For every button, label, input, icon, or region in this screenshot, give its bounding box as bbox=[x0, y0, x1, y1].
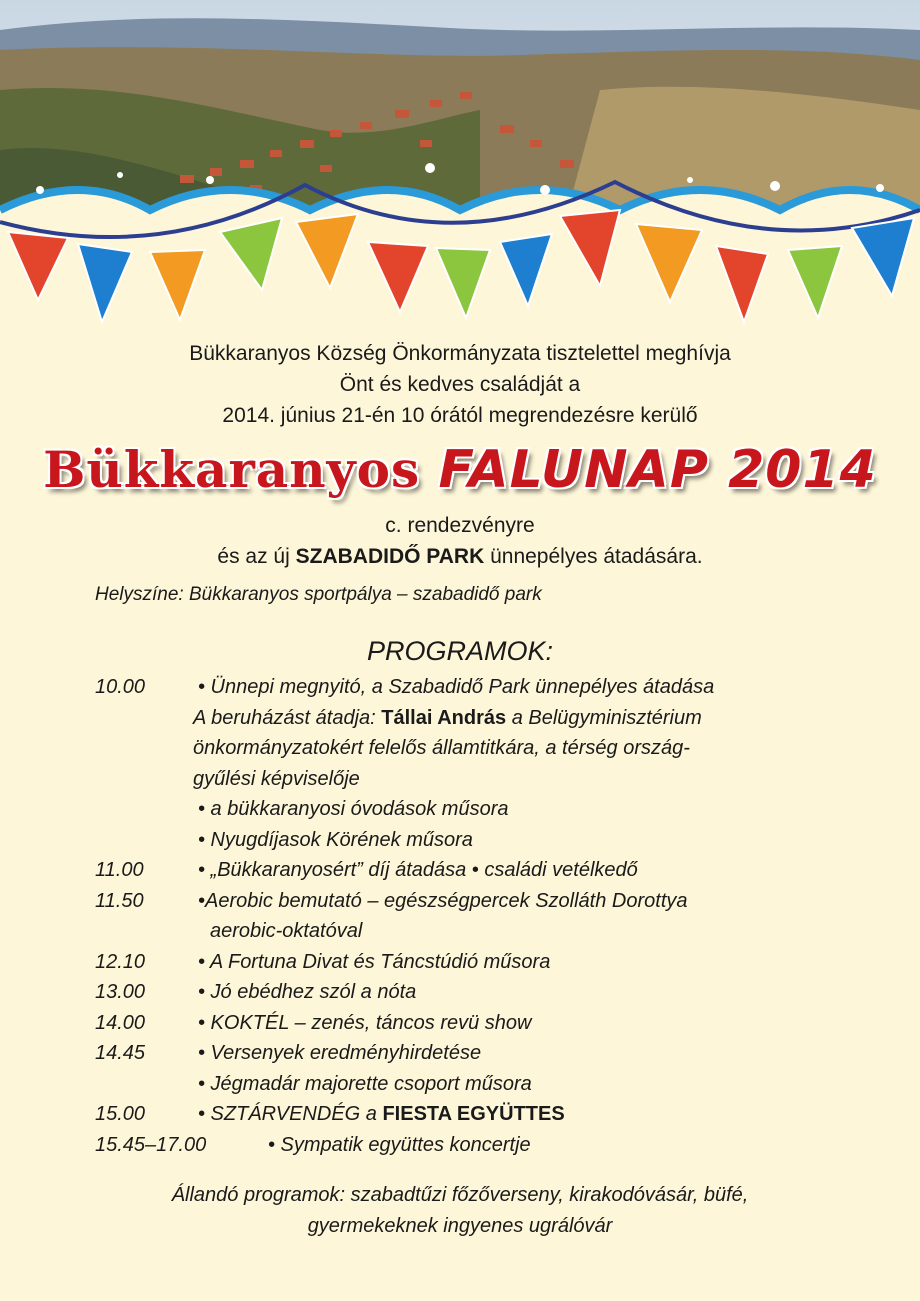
handover-pre: A beruházást átadja: bbox=[193, 706, 376, 729]
star-guest-pre: • SZTÁRVENDÉG a bbox=[198, 1103, 377, 1125]
subtitle-line-2 bbox=[0, 541, 920, 572]
schedule-time: 14.45 bbox=[95, 1042, 146, 1064]
intro-line-2: Önt és kedves családját a bbox=[339, 373, 581, 396]
schedule-row bbox=[95, 1012, 875, 1043]
schedule-row bbox=[95, 798, 875, 829]
program-schedule bbox=[95, 676, 875, 1164]
schedule-desc: • Sympatik együttes koncertje bbox=[268, 1133, 531, 1156]
schedule-desc: • Jó ebédhez szól a nóta bbox=[198, 981, 417, 1003]
programs-heading: PROGRAMOK: bbox=[366, 636, 554, 666]
schedule-desc: • Versenyek eredményhirdetése bbox=[198, 1042, 482, 1064]
header-landscape-image bbox=[0, 0, 920, 330]
schedule-desc: aerobic-oktatóval bbox=[210, 920, 363, 942]
schedule-row bbox=[95, 981, 875, 1012]
handover-post: a Belügyminisztérium bbox=[511, 706, 702, 729]
schedule-desc: gyűlési képviselője bbox=[193, 767, 360, 790]
schedule-desc: • Nyugdíjasok Körének műsora bbox=[198, 828, 473, 851]
schedule-desc bbox=[193, 707, 702, 730]
schedule-time: 10.00 bbox=[95, 676, 146, 698]
subtitle-pre: és az új bbox=[217, 545, 290, 568]
schedule-row bbox=[95, 1134, 875, 1165]
invitation-intro bbox=[0, 338, 920, 431]
intro-line-3: 2014. június 21-én 10 órától megrendezésre kerülő bbox=[222, 404, 698, 427]
schedule-time: 11.50 bbox=[95, 889, 144, 912]
star-guest-name: FIESTA EGYÜTTES bbox=[382, 1103, 565, 1125]
subtitle-post: ünnepélyes átadására. bbox=[490, 545, 703, 568]
subtitle-park-name: SZABADIDŐ PARK bbox=[295, 545, 485, 568]
schedule-row bbox=[95, 890, 875, 921]
schedule-row bbox=[95, 859, 875, 890]
schedule-desc: • „Bükkaranyosért” díj átadása • családi vetélkedő bbox=[198, 859, 638, 881]
schedule-desc: • Jégmadár majorette csoport műsora bbox=[198, 1072, 532, 1095]
schedule-row bbox=[95, 1103, 875, 1134]
permanent-programs bbox=[0, 1180, 920, 1242]
invitation-subtitle bbox=[0, 510, 920, 572]
intro-line-1: Bükkaranyos Község Önkormányzata tisztelettel meghívja bbox=[189, 342, 731, 365]
schedule-row bbox=[95, 951, 875, 982]
schedule-time: 14.00 bbox=[95, 1011, 146, 1034]
schedule-desc: •Aerobic bemutató – egészségpercek Szolláth Dorottya bbox=[198, 889, 688, 912]
schedule-time: 15.45–17.00 bbox=[95, 1133, 207, 1156]
schedule-desc: önkormányzatokért felelős államtitkára, a térség ország- bbox=[193, 737, 690, 759]
schedule-desc: • Ünnepi megnyitó, a Szabadidő Park ünnepélyes átadása bbox=[198, 676, 715, 698]
schedule-desc: • KOKTÉL – zenés, táncos revü show bbox=[198, 1011, 532, 1034]
schedule-row bbox=[95, 676, 875, 707]
schedule-desc: • a bükkaranyosi óvodások műsora bbox=[198, 798, 509, 820]
schedule-row bbox=[95, 737, 875, 768]
schedule-row bbox=[95, 1073, 875, 1104]
schedule-row bbox=[95, 920, 875, 951]
event-title-village: Bükkaranyos bbox=[43, 440, 421, 499]
handover-person: Tállai András bbox=[381, 706, 507, 729]
permanent-line-2: gyermekeknek ingyenes ugrálóvár bbox=[307, 1215, 613, 1237]
event-location: Helyszíne: Bükkaranyos sportpálya – szabadidő park bbox=[95, 584, 542, 605]
schedule-row bbox=[95, 1042, 875, 1073]
schedule-time: 12.10 bbox=[95, 950, 146, 973]
event-title bbox=[0, 440, 920, 500]
schedule-row bbox=[95, 768, 875, 799]
schedule-row bbox=[95, 829, 875, 860]
schedule-time: 15.00 bbox=[95, 1103, 146, 1125]
permanent-line-1: Állandó programok: szabadtűzi főzőverseny, kirakodóvásár, büfé, bbox=[171, 1184, 749, 1206]
event-title-falunap: FALUNAP 2014 bbox=[438, 440, 877, 500]
schedule-desc: • A Fortuna Divat és Táncstúdió műsora bbox=[198, 950, 551, 973]
schedule-desc bbox=[198, 1103, 565, 1126]
schedule-row bbox=[95, 707, 875, 738]
schedule-time: 11.00 bbox=[95, 859, 144, 881]
subtitle-line-1: c. rendezvényre bbox=[385, 514, 535, 537]
schedule-time: 13.00 bbox=[95, 981, 146, 1003]
